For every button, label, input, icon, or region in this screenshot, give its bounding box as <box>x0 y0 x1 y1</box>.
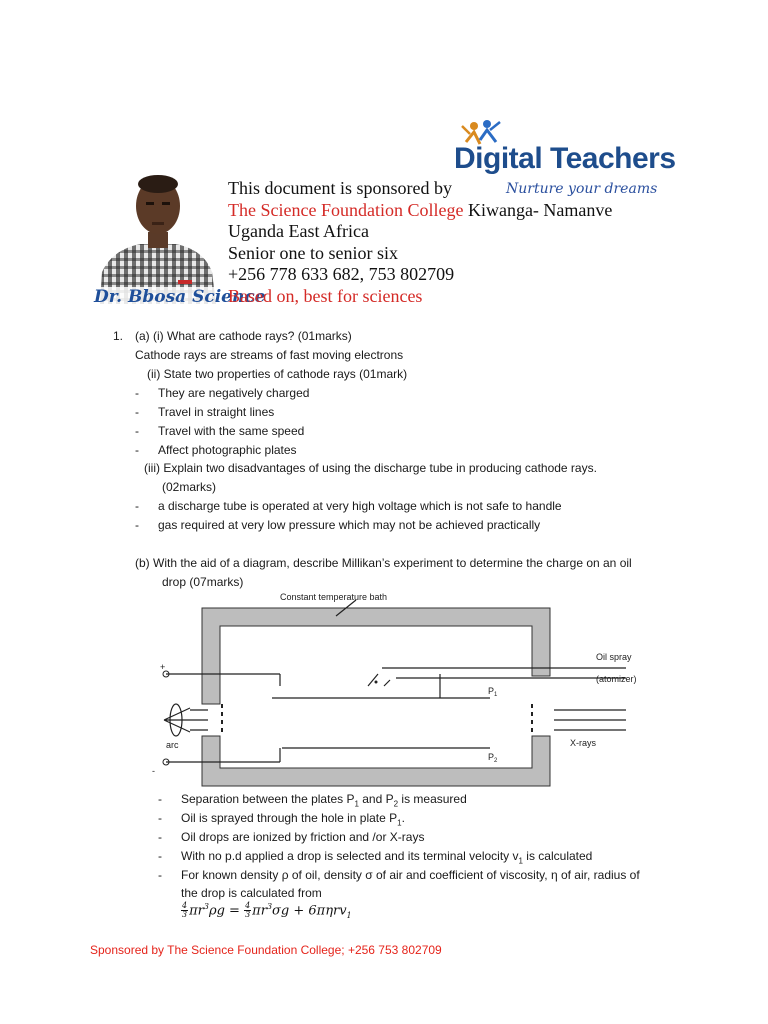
question-b: (b) With the aid of a diagram, describe Millikan’s experiment to determine the charge on an oil <box>135 556 632 570</box>
bullet-dash: - <box>135 386 139 400</box>
sponsor-line: This document is sponsored by <box>228 178 452 198</box>
question-a-ii: (ii) State two properties of cathode rays (01mark) <box>147 367 408 381</box>
step-item: With no p.d applied a drop is selected and its terminal velocity $v_1$ is calculated <box>181 849 593 866</box>
step-item: Oil is sprayed through the hole in plate $P_1$. <box>181 811 405 828</box>
footer-sponsor: Sponsored by The Science Foundation College; +256 753 802709 <box>90 943 442 957</box>
disadvantage-item: gas required at very low pressure which may not be achieved practically <box>158 518 541 532</box>
label-minus: - <box>152 766 155 776</box>
sponsor-line: +256 778 633 682, 753 802709 <box>228 264 455 284</box>
bullet-dash: - <box>158 792 162 806</box>
sponsor-line: Senior one to senior six <box>228 242 398 263</box>
property-item: They are negatively charged <box>158 386 310 400</box>
bullet-dash: - <box>135 499 139 513</box>
signature-text: Dr. Bbosa Science <box>94 287 266 307</box>
property-item: Affect photographic plates <box>158 443 297 457</box>
bullet-dash: - <box>158 868 162 882</box>
property-item: Travel with the same speed <box>158 424 305 438</box>
fraction: $\frac{4}{3}$ <box>182 901 188 920</box>
sponsor-text <box>228 178 658 307</box>
sponsor-line: Based on, best for sciences <box>228 285 423 306</box>
nozzle <box>368 674 390 686</box>
question-a-iii: (iii) Explain two disadvantages of using the discharge tube in producing cathode rays. <box>144 461 597 475</box>
bullet-dash: - <box>158 849 162 863</box>
question-a-i: (a) (i) What are cathode rays? (01marks) <box>135 329 352 343</box>
bullet-dash: - <box>158 830 162 844</box>
bullet-dash: - <box>158 811 162 825</box>
logo-tagline: Nurture your dreams <box>506 181 658 197</box>
sponsor-banner <box>92 120 676 316</box>
step-item: For known density ρ of oil, density σ of air and coefficient of viscosity, η of air, radius of <box>181 868 640 882</box>
sponsor-line: Uganda East Africa <box>228 221 369 241</box>
label-p2: $P_2$ <box>488 752 498 764</box>
label-bath: Constant temperature bath <box>280 592 388 602</box>
millikan-apparatus-diagram <box>150 586 640 790</box>
label-oil-spray: Oil spray <box>596 652 632 662</box>
author-photo <box>92 162 222 304</box>
oil-drop-dot <box>375 681 378 684</box>
label-p1: $P_1$ <box>488 686 498 698</box>
label-xrays: X-rays <box>570 738 597 748</box>
step-item: Oil drops are ionized by friction and /or X-rays <box>181 830 425 844</box>
arc-lamp-rays <box>164 708 190 732</box>
step-item: Separation between the plates $P_1$ and $P_2$ is measured <box>181 792 467 809</box>
bath-bottom-wall <box>202 736 550 786</box>
answer-a-i: Cathode rays are streams of fast moving electrons <box>135 348 404 362</box>
bullet-dash: - <box>135 443 139 457</box>
stokes-formula: $\frac{4}{3}$ $\pi r^3\rho g$ = $\frac{4}{3}$ $\pi r^3\sigma g + 6\pi\eta rv_1$ <box>182 901 352 920</box>
label-plus: + <box>160 662 166 672</box>
property-item: Travel in straight lines <box>158 405 275 419</box>
disadvantage-item: a discharge tube is operated at very high voltage which is not safe to handle <box>158 499 562 513</box>
label-arc: arc <box>166 740 179 750</box>
bullet-dash: - <box>135 405 139 419</box>
question-number: 1. <box>113 329 124 343</box>
question-b-marks: drop (07marks) <box>162 575 244 589</box>
bath-top-wall <box>202 608 550 704</box>
sponsor-line: The Science Foundation College Kiwanga- Namanve <box>228 199 613 220</box>
bullet-dash: - <box>135 424 139 438</box>
bullet-dash: - <box>135 518 139 532</box>
logo-title: Digital Teachers <box>454 142 676 175</box>
question-a-iii-marks: (02marks) <box>162 480 217 494</box>
label-atomizer: (atomizer) <box>596 674 637 684</box>
step-item-continued: the drop is calculated from <box>181 886 322 900</box>
fraction: $\frac{4}{3}$ <box>245 901 251 920</box>
